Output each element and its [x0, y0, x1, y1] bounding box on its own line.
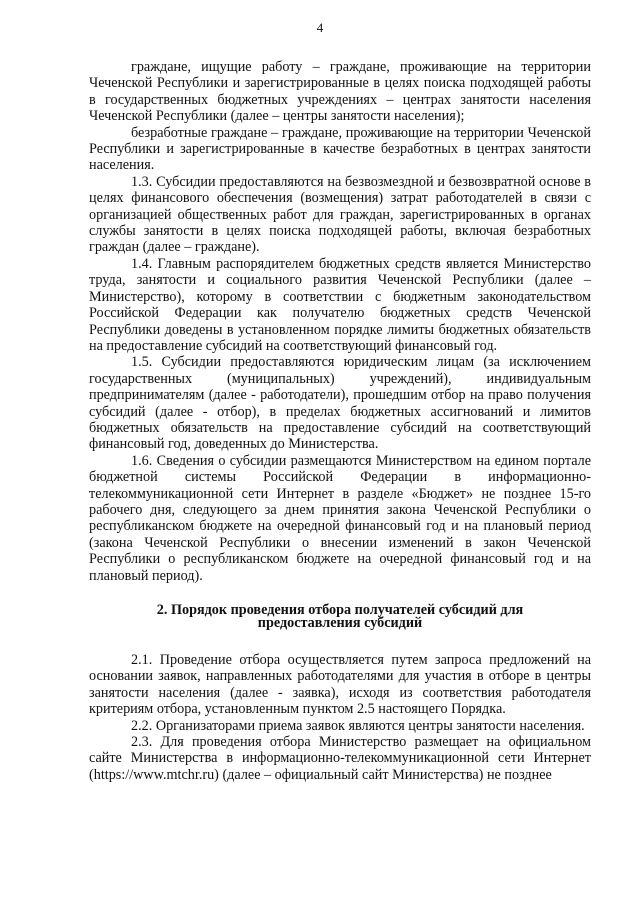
section-heading [89, 604, 591, 630]
paragraph-1-3: 1.3. Субсидии предоставляются на безвозмездной и безвозвратной основе в целях финансового обеспечения (возмещения) затрат работодателей в связи с организацией общественных работ для граждан, зарегистрированных в органах службы занятости в целях поиска подходящей работы, включая безработных граждан (далее – граждане). [89, 173, 591, 256]
paragraph-2-3: 2.3. Для проведения отбора Министерство размещает на официальном сайте Министерства в информационно-телекоммуникационной сети Интернет (https://www.mtchr.ru) (далее – официальный сайт Министерства) не позднее [89, 734, 591, 783]
paragraph-job-seekers: граждане, ищущие работу – граждане, проживающие на территории Чеченской Республики и зарегистрированные в целях поиска подходящей работы в государственных бюджетных учреждениях – центрах занятости населения Чеченской Республики (далее – центры занятости населения); [89, 59, 591, 125]
paragraph-unemployed: безработные граждане – граждане, проживающие на территории Чеченской Республики и зарегистрированные в качестве безработных в центрах занятости населения. [89, 124, 591, 174]
paragraph-1-4: 1.4. Главным распорядителем бюджетных средств является Министерство труда, занятости и социального развития Чеченской Республики (далее – Министерство), которому в соответствии с бюджетным законодательством Российской Федерации как получателю бюджетных средств Чеченской Республики доведены в установленном порядке лимиты бюджетных обязательств на предоставление субсидий на соответствующий финансовый год. [89, 255, 591, 354]
paragraph-1-6: 1.6. Сведения о субсидии размещаются Министерством на едином портале бюджетной системы Российской Федерации в информационно-телекоммуникационной сети Интернет в разделе «Бюджет» не позднее 15-го рабочего дня, следующего за днем принятия закона Чеченской Республики о республиканском бюджете на очередной финансовый год и на плановый период (закона Чеченской Республики о внесении изменений в закон Чеченской Республики о республиканском бюджете на очередной финансовый год и на плановый период). [89, 452, 591, 584]
paragraph-1-5: 1.5. Субсидии предоставляются юридическим лицам (за исключением государственных (муниципальных) учреждений), индивидуальным предпринимателям (далее - работодатели), прошедшим отбор на право получения субсидий (далее - отбор), в пределах бюджетных ассигнований и лимитов бюджетных обязательств на предоставление субсидий на соответствующий финансовый год, доведенных до Министерства. [89, 354, 591, 453]
paragraph-2-2: 2.2. Организаторами приема заявок являются центры занятости населения. [131, 717, 585, 734]
paragraph-2-1: 2.1. Проведение отбора осуществляется путем запроса предложений на основании заявок, направленных работодателями для участия в отборе в центры занятости населения (далее - заявка), исходя из соответствия работодателя критериям отбора, установленным пунктом 2.5 настоящего Порядка. [89, 652, 591, 718]
document-body [89, 59, 591, 783]
page-number: 4 [316, 20, 324, 35]
section-heading-line-2: предоставления субсидий [257, 615, 423, 631]
section-heading-line-1: 2. Порядок проведения отбора получателей субсидий для [156, 602, 524, 618]
